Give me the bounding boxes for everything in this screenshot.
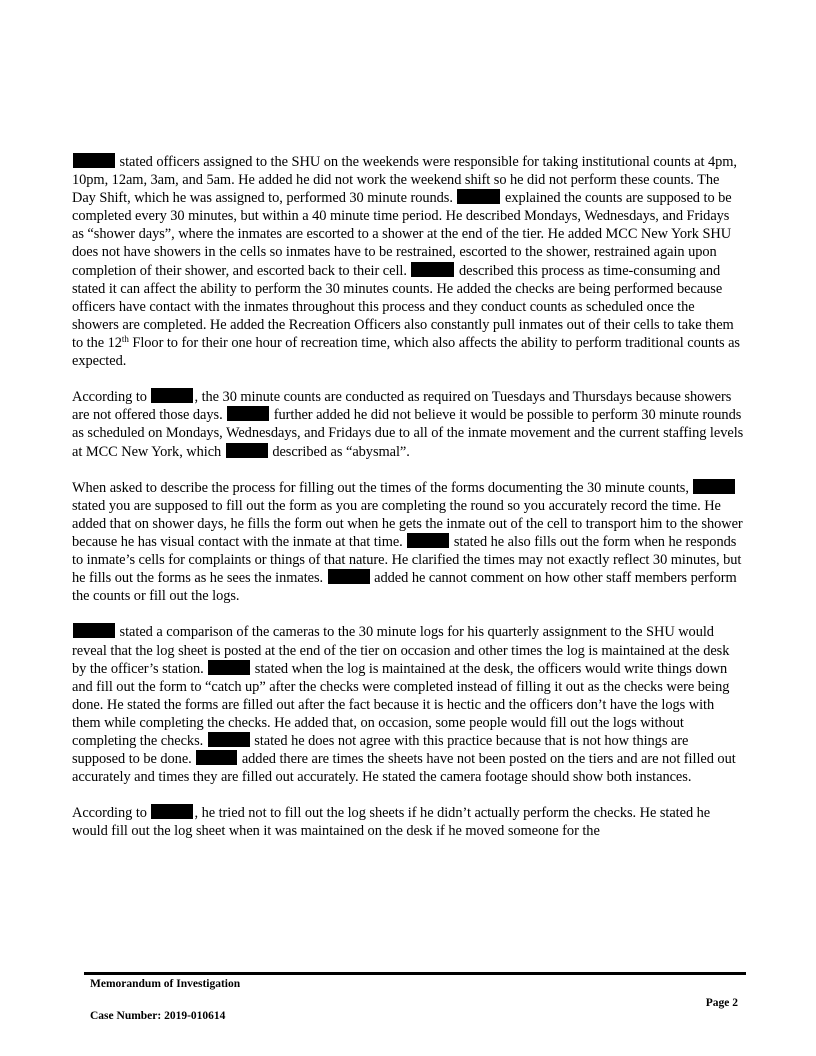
redaction-block [208,732,250,747]
redaction-block [196,750,237,765]
footer-page-number: Page 2 [705,997,738,1009]
paragraph-4: stated a comparison of the cameras to the 30 minute logs for his quarterly assignment to the SHU would reveal that the log sheet is posted at the end of the tier on occasion and other times the log is maintained at the desk by the officer’s station. stated when the log is maintained at the desk, the officers would write things down and fill out the form to “catch up” after the checks were completed instead of filling it out as the checks were being done. He stated the forms are filled out after the fact because it is hectic and the officers don’t have the logs with them while completing the checks. He added that, on occasion, some people would fill out the logs without completing the checks. stated he does not agree with this practice because that is not how things are supposed to be done. added there are times the sheets have not been posted on the tiers and are not filled out accurately and times they are filled out accurately. He stated the camera footage should show both instances. [72,624,736,786]
redaction-block [411,262,454,277]
redaction-block [328,569,370,584]
paragraph-5: According to , he tried not to fill out the log sheets if he didn’t actually perform the checks. He stated he would fill out the log sheet when it was maintained on the desk if he moved someone for the [72,805,711,840]
redaction-block [457,189,500,204]
superscript: th [121,333,129,344]
redaction-block [227,406,269,421]
redaction-block [151,388,193,403]
redaction-block [407,533,449,548]
redaction-block [693,479,735,494]
redaction-block [151,804,193,819]
redaction-block [226,443,268,458]
redaction-block [73,153,115,168]
redaction-block [208,660,250,675]
footer-case-number: Case Number: 2019-010614 [90,1010,226,1022]
paragraph-3: When asked to describe the process for filling out the times of the forms documenting the 30 minute counts, stated you are supposed to fill out the form as you are completing the round so you accurately record the time. He added that on shower days, he fills the form out when he gets the inmate out of the cell to transport him to the shower because he has visual contact with the inmate at that time. stated he also fills out the form when he responds to inmate’s cells for complaints or things of that nature. He clarified the times may not exactly reflect 30 minutes, but he fills out the forms as he sees the inmates. added he cannot comment on how other staff members perform the counts or fill out the logs. [72,479,743,605]
footer-divider [84,972,746,975]
paragraph-1: stated officers assigned to the SHU on the weekends were responsible for taking institutional counts at 4pm, 10pm, 12am, 3am, and 5am. He added he did not work the weekend shift so he did not perform these counts. The Day Shift, which he was assigned to, performed 30 minute rounds. explained the counts are supposed to be completed every 30 minutes, but within a 40 minute time period. He described Mondays, Wednesdays, and Fridays as “shower days”, where the inmates are escorted to a shower at the end of the tier. He added MCC New York SHU does not have showers in the cells so inmates have to be restrained, escorted to the shower, restrained again upon completion of their shower, and escorted back to their cell. described this process as time-consuming and stated it can affect the ability to perform the 30 minutes counts. He added the checks are being performed because officers have contact with the inmates throughout this process and they conduct counts as scheduled once the showers are completed. He added the Recreation Officers also constantly pull inmates out of their cells to take them to the 12th Floor to for their one hour of recreation time, which also affects the ability to perform traditional counts as expected. [72,154,740,370]
redaction-block [73,623,115,638]
memo-body [72,153,744,859]
paragraph-2: According to , the 30 minute counts are conducted as required on Tuesdays and Thursdays because showers are not offered those days. further added he did not believe it would be possible to perform 30 minute rounds as scheduled on Mondays, Wednesdays, and Fridays due to all of the inmate movement and the current staffing levels at MCC New York, which described as “abysmal”. [72,389,744,460]
footer-doc-type: Memorandum of Investigation [90,978,241,990]
